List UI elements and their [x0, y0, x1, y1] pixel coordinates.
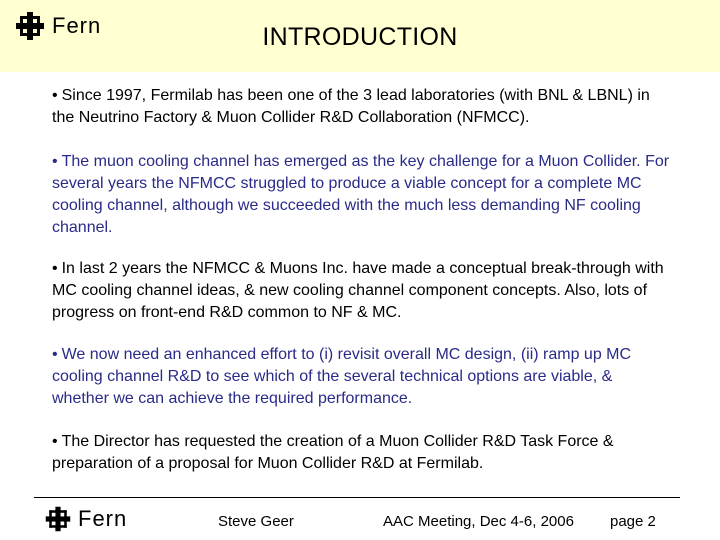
footer-divider	[34, 497, 680, 498]
bullet-4	[52, 344, 672, 410]
footer-page-number: page 2	[610, 513, 656, 530]
bullet-marker: •	[52, 260, 58, 277]
bullet-marker: •	[52, 87, 58, 104]
fermilab-logo-icon	[44, 505, 72, 533]
fermilab-logo	[14, 10, 101, 42]
slide-title: INTRODUCTION	[262, 23, 458, 51]
bullet-text: The muon cooling channel has emerged as the key challenge for a Muon Collider. For several years the NFMCC struggled to produce a viable concept for a complete MC cooling channel, although we succeeded with the much less demanding NF cooling channel.	[52, 153, 670, 236]
bullet-text: We now need an enhanced effort to (i) revisit overall MC design, (ii) ramp up MC cooling channel R&D to see which of the several technical options are viable, & whether we can achieve the required performance.	[52, 346, 632, 407]
bullet-2	[52, 151, 672, 239]
bullet-marker: •	[52, 346, 58, 363]
bullet-marker: •	[52, 433, 58, 450]
bullet-3	[52, 258, 672, 324]
bullet-text: Since 1997, Fermilab has been one of the 3 lead laboratories (with BNL & LBNL) in the Neutrino Factory & Muon Collider R&D Collaboration (NFMCC).	[52, 87, 650, 126]
bullet-1	[52, 85, 672, 129]
bullet-text: In last 2 years the NFMCC & Muons Inc. have made a conceptual break-through with MC cooling channel ideas, & new cooling channel component concepts. Also, lots of progress on front-end R&D common to NF & MC.	[52, 260, 664, 321]
bullet-5	[52, 431, 672, 475]
footer-fermilab-logo	[44, 505, 127, 533]
bullet-text: The Director has requested the creation of a Muon Collider R&D Task Force & preparation of a proposal for Muon Collider R&D at Fermilab.	[52, 433, 614, 472]
footer-logo-wordmark: Fern	[78, 506, 128, 531]
logo-wordmark: Fern	[52, 13, 102, 38]
footer-meeting: AAC Meeting, Dec 4-6, 2006	[383, 513, 574, 530]
footer-author: Steve Geer	[218, 513, 294, 530]
bullet-marker: •	[52, 153, 58, 170]
fermilab-logo-icon	[14, 10, 46, 42]
